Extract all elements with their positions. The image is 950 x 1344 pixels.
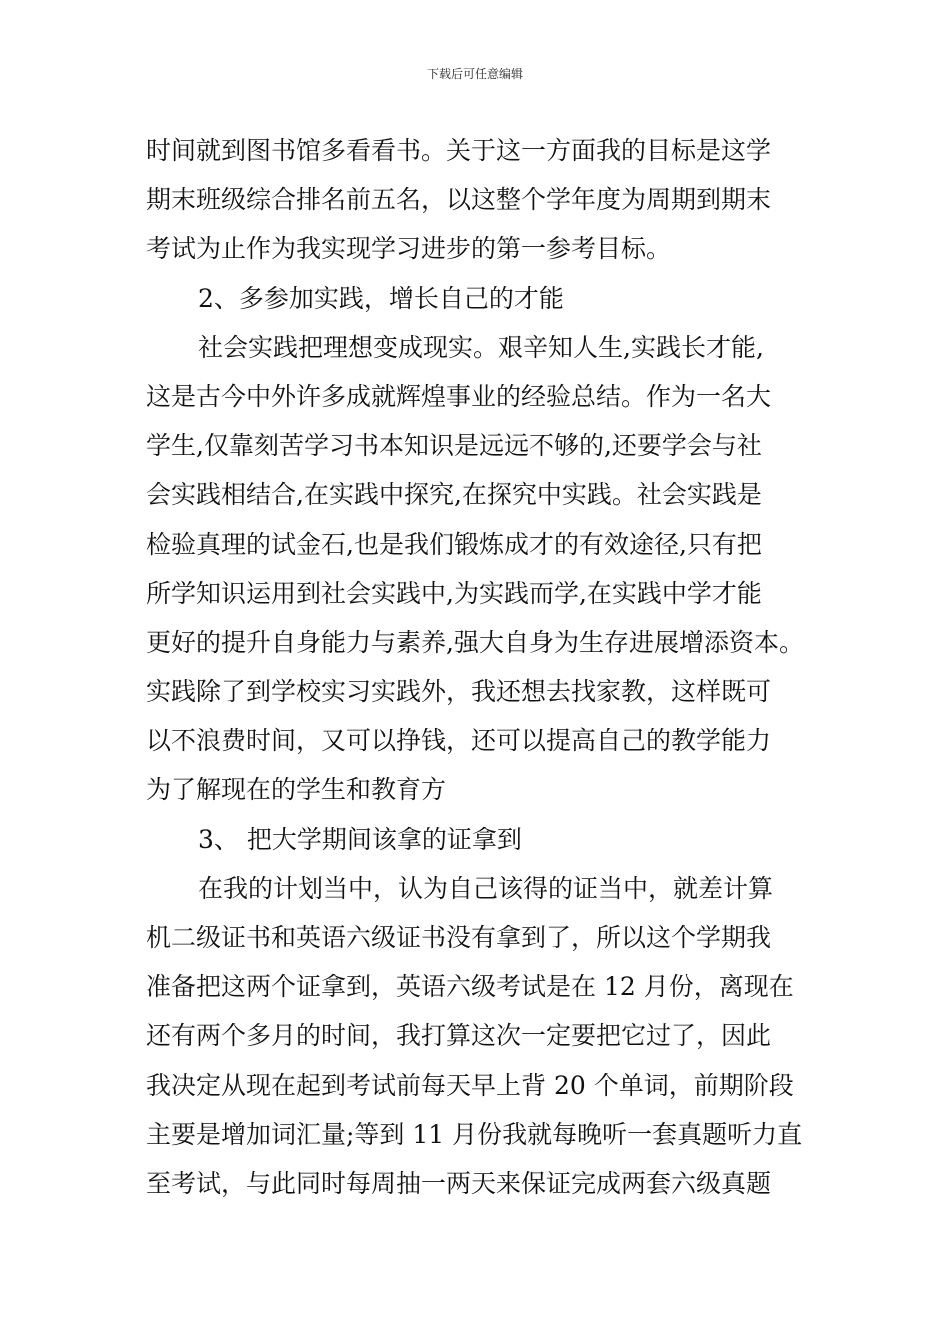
page-header: 下载后可任意编辑 bbox=[426, 67, 523, 81]
text-line: 社会实践把理想变成现实。艰辛知人生,实践长才能, bbox=[198, 332, 764, 362]
text-line: 还有两个多月的时间，我打算这次一定要把它过了，因此 bbox=[146, 1021, 772, 1051]
text-line: 考试为止作为我实现学习进步的第一参考目标。 bbox=[146, 234, 672, 264]
text-line: 这是古今中外许多成就辉煌事业的经验总结。作为一名大 bbox=[146, 381, 772, 411]
text-line: 至考试，与此同时每周抽一两天来保证完成两套六级真题 bbox=[146, 1168, 772, 1198]
text-line: 我决定从现在起到考试前每天早上背 20 个单词，前期阶段 bbox=[146, 1070, 794, 1100]
text-line: 以不浪费时间，又可以挣钱，还可以提高自己的教学能力 bbox=[146, 726, 772, 756]
text-line: 主要是增加词汇量;等到 11 月份我就每晚听一套真题听力直 bbox=[146, 1119, 803, 1149]
text-line: 为了解现在的学生和教育方 bbox=[146, 775, 447, 805]
text-line: 机二级证书和英语六级证书没有拿到了，所以这个学期我 bbox=[146, 923, 772, 952]
text-line: 所学知识运用到社会实践中,为实践而学,在实践中学才能 bbox=[146, 578, 762, 608]
section-heading-3: 3、 把大学期间该拿的证拿到 bbox=[198, 824, 522, 854]
text-line: 准备把这两个证拿到，英语六级考试是在 12 月份，离现在 bbox=[146, 972, 794, 1002]
text-line: 在我的计划当中，认为自己该得的证当中，就差计算 bbox=[198, 873, 774, 903]
text-line: 期末班级综合排名前五名，以这整个学年度为周期到期末 bbox=[146, 185, 772, 215]
text-line: 时间就到图书馆多看看书。关于这一方面我的目标是这学 bbox=[146, 136, 772, 165]
text-line: 实践除了到学校实习实践外，我还想去找家教，这样既可 bbox=[146, 677, 772, 707]
text-line: 学生,仅靠刻苦学习书本知识是远远不够的,还要学会与社 bbox=[146, 431, 762, 461]
text-line: 会实践相结合,在实践中探究,在探究中实践。社会实践是 bbox=[146, 480, 762, 510]
section-heading-2: 2、多参加实践，增长自己的才能 bbox=[198, 283, 564, 313]
text-line: 检验真理的试金石,也是我们锻炼成才的有效途径,只有把 bbox=[146, 529, 762, 559]
document-body bbox=[146, 126, 836, 1208]
text-line: 更好的提升自身能力与素养,强大自身为生存进展增添资本。 bbox=[146, 627, 804, 657]
